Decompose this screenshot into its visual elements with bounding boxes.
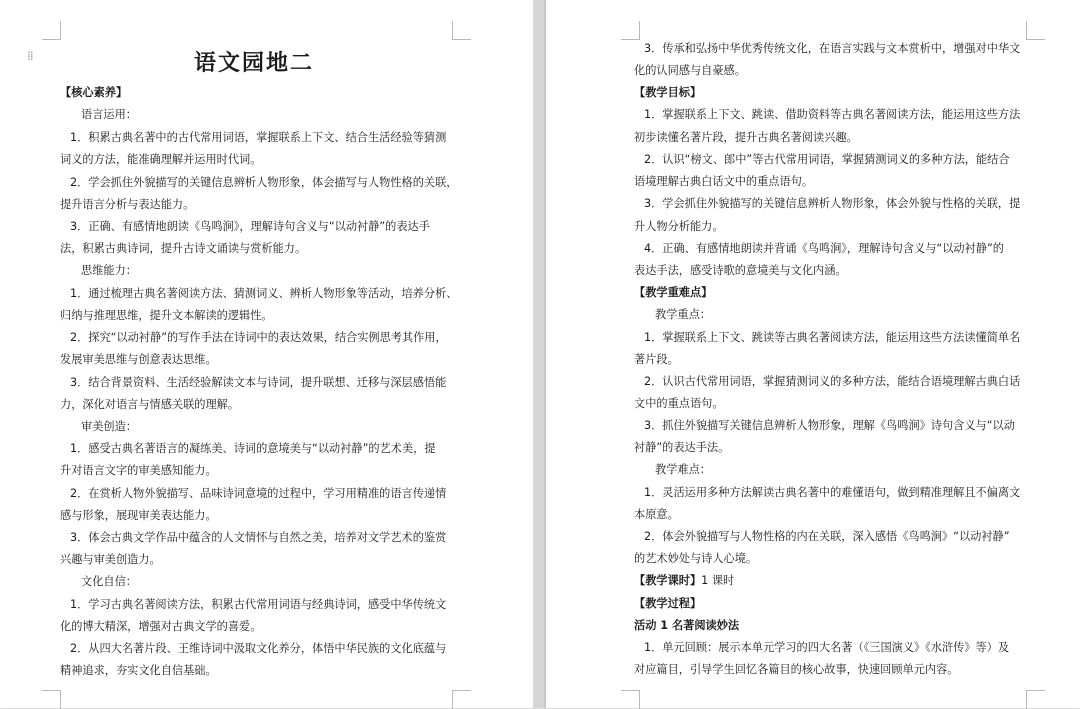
paragraph-line: 升对语言文字的审美感知能力。 bbox=[60, 464, 217, 477]
paragraph-line: 的艺术妙处与诗人心境。 bbox=[634, 552, 758, 565]
page-title: 语文园地二 bbox=[194, 50, 315, 76]
paragraph-line: 1．通过梳理古典名著阅读方法、猜测词义、辨析人物形象等活动，培养分析、 bbox=[70, 287, 458, 300]
paragraph-line: 本原意。 bbox=[634, 508, 679, 521]
paragraph-line: 1．掌握联系上下文、跳读、借助资料等古典名著阅读方法，能运用这些方法 bbox=[644, 108, 1021, 121]
paragraph-line: 4．正确、有感情地朗读并背诵《鸟鸣涧》，理解诗句含义与“以动衬静”的 bbox=[644, 242, 1004, 255]
paragraph-line: 语境理解古典白话文中的重点语句。 bbox=[634, 175, 814, 188]
crop-mark bbox=[621, 690, 640, 709]
paragraph-line: 精神追求，夯实文化自信基础。 bbox=[60, 664, 217, 677]
paragraph-line: 2．认识古代常用词语，掌握猜测词义的多种方法，能结合语境理解古典白话 bbox=[644, 375, 1021, 388]
paragraph-line: 发展审美思维与创意表达思维。 bbox=[60, 353, 217, 366]
paragraph-line: 初步读懂名著片段，提升古典名著阅读兴趣。 bbox=[634, 131, 858, 144]
subheading: 教学重点： bbox=[655, 308, 711, 321]
paragraph-line: 归纳与推理思维，提升文本解读的逻辑性。 bbox=[60, 309, 273, 322]
document-page-left bbox=[0, 0, 533, 708]
crop-mark bbox=[42, 690, 61, 709]
paragraph-line: 1．单元回顾：展示本单元学习的四大名著（《三国演义》《水浒传》等）及 bbox=[644, 641, 1010, 654]
paragraph-line: 2．体会外貌描写与人物性格的内在关联，深入感悟《鸟鸣涧》“以动衬静” bbox=[644, 530, 1010, 543]
section-heading: 【教学过程】 bbox=[634, 597, 702, 610]
section-heading: 【教学重难点】 bbox=[634, 286, 713, 299]
section-heading: 【核心素养】 bbox=[60, 86, 128, 99]
paragraph-line: 升人物分析能力。 bbox=[634, 220, 724, 233]
crop-mark bbox=[452, 690, 471, 709]
subheading: 审美创造： bbox=[81, 420, 137, 433]
paragraph-line: 1．学习古典名著阅读方法，积累古代常用词语与经典诗词，感受中华传统文 bbox=[70, 598, 447, 611]
paragraph-line: 著片段。 bbox=[634, 353, 679, 366]
paragraph-line: 3．学会抓住外貌描写的关键信息辨析人物形象，体会外貌与性格的关联，提 bbox=[644, 197, 1021, 210]
paragraph-line: 感与形象，展现审美表达能力。 bbox=[60, 509, 217, 522]
paragraph-line: 3．体会古典文学作品中蕴含的人文情怀与自然之美，培养对文学艺术的鉴赏 bbox=[70, 531, 447, 544]
paragraph-line: 词义的方法，能准确理解并运用时代词。 bbox=[60, 153, 262, 166]
paragraph-line: 提升语言分析与表达能力。 bbox=[60, 198, 195, 211]
paragraph-line: 衬静”的表达手法。 bbox=[634, 441, 730, 454]
paragraph-line: 3．结合背景资料、生活经验解读文本与诗词，提升联想、迁移与深层感悟能 bbox=[70, 376, 447, 389]
paragraph-line: 2．在赏析人物外貌描写、品味诗词意境的过程中，学习用精准的语言传递情 bbox=[70, 487, 447, 500]
paragraph-line: 力，深化对语言与情感关联的理解。 bbox=[60, 398, 240, 411]
paragraph-line: 法，积累古典诗词，提升古诗文诵读与赏析能力。 bbox=[60, 242, 307, 255]
crop-mark bbox=[452, 21, 471, 40]
paragraph-line: 表达手法，感受诗歌的意境美与文化内涵。 bbox=[634, 264, 847, 277]
document-page-right bbox=[546, 0, 1080, 708]
section-heading-inline bbox=[634, 574, 734, 588]
crop-mark bbox=[1026, 21, 1045, 40]
paragraph-line: 2．从四大名著片段、王维诗词中汲取文化养分，体悟中华民族的文化底蕴与 bbox=[70, 642, 447, 655]
paragraph-line: 化的博大精深，增强对古典文学的喜爱。 bbox=[60, 620, 262, 633]
lesson-hours-value: 1 课时 bbox=[701, 574, 735, 587]
crop-mark bbox=[1026, 690, 1045, 709]
paragraph-line: 文中的重点语句。 bbox=[634, 397, 724, 410]
drag-handle-icon[interactable]: ⁞⁞ bbox=[27, 49, 33, 63]
paragraph-line: 1．感受古典名著语言的凝练美、诗词的意境美与“以动衬静”的艺术美，提 bbox=[70, 442, 436, 455]
paragraph-line: 2．探究“以动衬静”的写作手法在诗词中的表达效果，结合实例思考其作用， bbox=[70, 331, 447, 344]
paragraph-line: 2．学会抓住外貌描写的关键信息辨析人物形象，体会描写与人物性格的关联， bbox=[70, 176, 458, 189]
subheading: 语言运用： bbox=[81, 108, 137, 121]
section-heading: 【教学目标】 bbox=[634, 86, 702, 99]
paragraph-line: 3．正确、有感情地朗读《鸟鸣涧》，理解诗句含义与“以动衬静”的表达手 bbox=[70, 220, 430, 233]
paragraph-line: 3．传承和弘扬中华优秀传统文化，在语言实践与文本赏析中，增强对中华文 bbox=[644, 42, 1021, 55]
crop-mark bbox=[42, 21, 61, 40]
paragraph-line: 3．抓住外貌描写关键信息辨析人物形象，理解《鸟鸣涧》诗句含义与“以动 bbox=[644, 419, 1015, 432]
section-heading: 【教学课时】 bbox=[634, 574, 702, 587]
paragraph-line: 1．灵活运用多种方法解读古典名著中的难懂语句，做到精准理解且不偏离文 bbox=[644, 486, 1021, 499]
paragraph-line: 2．认识“榜文、郎中”等古代常用词语，掌握猜测词义的多种方法，能结合 bbox=[644, 153, 1010, 166]
paragraph-line: 化的认同感与自豪感。 bbox=[634, 64, 746, 77]
paragraph-line: 对应篇目，引导学生回忆各篇目的核心故事，快速回顾单元内容。 bbox=[634, 663, 959, 676]
crop-mark bbox=[621, 21, 640, 40]
subheading: 教学难点： bbox=[655, 463, 711, 476]
paragraph-line: 兴趣与审美创造力。 bbox=[60, 553, 161, 566]
activity-heading: 活动 1 名著阅读妙法 bbox=[634, 619, 740, 632]
subheading: 思维能力： bbox=[81, 264, 137, 277]
subheading: 文化自信： bbox=[81, 575, 137, 588]
paragraph-line: 1．积累古典名著中的古代常用词语，掌握联系上下文、结合生活经验等猜测 bbox=[70, 131, 447, 144]
page-gutter bbox=[533, 0, 546, 708]
paragraph-line: 1．掌握联系上下文、跳读等古典名著阅读方法，能运用这些方法读懂简单名 bbox=[644, 331, 1021, 344]
